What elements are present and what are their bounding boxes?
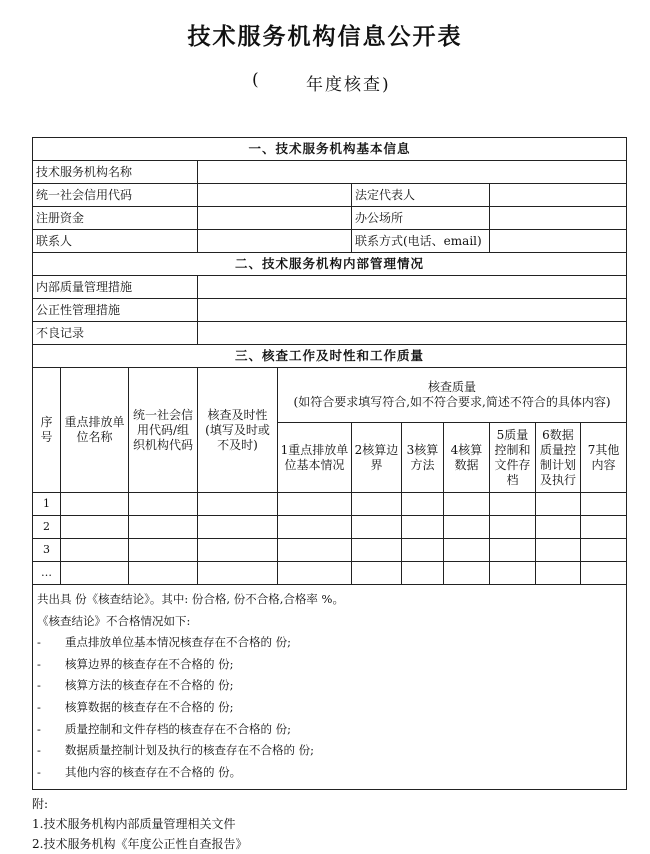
legal-rep-field[interactable] bbox=[490, 184, 627, 207]
summary-cell bbox=[33, 585, 627, 790]
cell[interactable] bbox=[402, 562, 444, 585]
quality-col-boundary: 2核算边界 bbox=[352, 423, 402, 493]
quality-col-qc-plan: 6数据质量控制计划及执行 bbox=[536, 423, 581, 493]
dash-mark: - bbox=[37, 656, 41, 671]
credit-code-field[interactable] bbox=[198, 184, 352, 207]
bad-records-field[interactable] bbox=[198, 322, 627, 345]
dash-mark: - bbox=[37, 635, 41, 650]
cell[interactable] bbox=[198, 562, 278, 585]
cell[interactable] bbox=[352, 562, 402, 585]
cell[interactable] bbox=[198, 516, 278, 539]
contact-label: 联系人 bbox=[33, 230, 198, 253]
cell[interactable] bbox=[352, 516, 402, 539]
capital-label: 注册资金 bbox=[33, 207, 198, 230]
summary-item-text: 其他内容的核查存在不合格的 份。 bbox=[65, 764, 242, 779]
summary-item bbox=[37, 719, 620, 741]
cell[interactable] bbox=[352, 539, 402, 562]
summary-line-total: 共出具 份《核查结论》。其中: 份合格, 份不合格,合格率 %。 bbox=[37, 592, 344, 606]
cell[interactable] bbox=[490, 516, 536, 539]
cell[interactable] bbox=[278, 539, 352, 562]
cell[interactable] bbox=[444, 562, 490, 585]
row-number: 1 bbox=[33, 493, 61, 516]
attachments-label: 附: bbox=[32, 797, 49, 811]
cell[interactable] bbox=[536, 493, 581, 516]
summary-item bbox=[37, 654, 620, 676]
dash-mark: - bbox=[37, 699, 41, 714]
bad-records-label: 不良记录 bbox=[33, 322, 198, 345]
row-number: … bbox=[33, 562, 61, 585]
cell[interactable] bbox=[444, 493, 490, 516]
quality-measures-field[interactable] bbox=[198, 276, 627, 299]
dash-mark: - bbox=[37, 743, 41, 758]
cell[interactable] bbox=[278, 493, 352, 516]
cell[interactable] bbox=[61, 493, 129, 516]
cell[interactable] bbox=[581, 539, 627, 562]
row-number: 3 bbox=[33, 539, 61, 562]
cell[interactable] bbox=[198, 493, 278, 516]
summary-line-intro: 《核查结论》不合格情况如下: bbox=[37, 613, 191, 628]
cell[interactable] bbox=[402, 516, 444, 539]
cell[interactable] bbox=[129, 562, 198, 585]
office-field[interactable] bbox=[490, 207, 627, 230]
cell[interactable] bbox=[129, 539, 198, 562]
dash-mark: - bbox=[37, 721, 41, 736]
summary-item-text: 核算边界的核查存在不合格的 份; bbox=[65, 656, 234, 671]
org-name-label: 技术服务机构名称 bbox=[33, 161, 198, 184]
quality-col-other: 7其他内容 bbox=[581, 423, 627, 493]
cell[interactable] bbox=[581, 516, 627, 539]
year-check-label: 年度核查) bbox=[306, 75, 391, 95]
cell[interactable] bbox=[444, 539, 490, 562]
cell[interactable] bbox=[61, 516, 129, 539]
table-row bbox=[33, 562, 627, 585]
contact-method-label: 联系方式(电话、email) bbox=[352, 230, 490, 253]
contact-method-field[interactable] bbox=[490, 230, 627, 253]
section3-header: 三、核查工作及时性和工作质量 bbox=[33, 345, 627, 368]
quality-col-basic-info: 1重点排放单位基本情况 bbox=[278, 423, 352, 493]
cell[interactable] bbox=[402, 493, 444, 516]
summary-item-text: 核算方法的核查存在不合格的 份; bbox=[65, 678, 234, 693]
summary-item bbox=[37, 740, 620, 762]
summary-item bbox=[37, 632, 620, 654]
summary-item-text: 数据质量控制计划及执行的核查存在不合格的 份; bbox=[65, 743, 315, 758]
impartiality-measures-field[interactable] bbox=[198, 299, 627, 322]
attachment-item: 1.技术服务机构内部质量管理相关文件 bbox=[32, 817, 236, 831]
table-row bbox=[33, 516, 627, 539]
cell[interactable] bbox=[536, 539, 581, 562]
summary-item-text: 重点排放单位基本情况核查存在不合格的 份; bbox=[65, 635, 292, 650]
page-title: 技术服务机构信息公开表 bbox=[187, 24, 463, 50]
cell[interactable] bbox=[402, 539, 444, 562]
cell[interactable] bbox=[581, 493, 627, 516]
cell[interactable] bbox=[444, 516, 490, 539]
cell[interactable] bbox=[278, 516, 352, 539]
office-label: 办公场所 bbox=[352, 207, 490, 230]
summary-item bbox=[37, 675, 620, 697]
quality-measures-label: 内部质量管理措施 bbox=[33, 276, 198, 299]
quality-col-method: 3核算方法 bbox=[402, 423, 444, 493]
col-seq: 序号 bbox=[33, 368, 61, 493]
attachment-item: 2.技术服务机构《年度公正性自查报告》 bbox=[32, 837, 248, 851]
cell[interactable] bbox=[536, 562, 581, 585]
cell[interactable] bbox=[536, 516, 581, 539]
cell[interactable] bbox=[490, 493, 536, 516]
cell[interactable] bbox=[129, 493, 198, 516]
year-paren-open: ( bbox=[252, 70, 261, 90]
section1-header: 一、技术服务机构基本信息 bbox=[33, 138, 627, 161]
dash-mark: - bbox=[37, 678, 41, 693]
col-unit-name: 重点排放单位名称 bbox=[61, 368, 129, 493]
quality-note: (如符合要求填写符合,如不符合要求,简述不符合的具体内容) bbox=[293, 395, 611, 409]
row-number: 2 bbox=[33, 516, 61, 539]
cell[interactable] bbox=[61, 539, 129, 562]
contact-field[interactable] bbox=[198, 230, 352, 253]
impartiality-measures-label: 公正性管理措施 bbox=[33, 299, 198, 322]
cell[interactable] bbox=[490, 562, 536, 585]
org-name-field[interactable] bbox=[198, 161, 627, 184]
summary-item bbox=[37, 762, 620, 784]
cell[interactable] bbox=[129, 516, 198, 539]
cell[interactable] bbox=[490, 539, 536, 562]
cell[interactable] bbox=[61, 562, 129, 585]
legal-rep-label: 法定代表人 bbox=[352, 184, 490, 207]
table-row bbox=[33, 539, 627, 562]
summary-item-text: 核算数据的核查存在不合格的 份; bbox=[65, 699, 234, 714]
attachments bbox=[32, 794, 247, 854]
credit-code-label: 统一社会信用代码 bbox=[33, 184, 198, 207]
cell[interactable] bbox=[278, 562, 352, 585]
col-timeliness: 核查及时性(填写及时或不及时) bbox=[198, 368, 278, 493]
section2-header: 二、技术服务机构内部管理情况 bbox=[33, 253, 627, 276]
cell[interactable] bbox=[198, 539, 278, 562]
col-credit-code: 统一社会信用代码/组织机构代码 bbox=[129, 368, 198, 493]
summary-item-text: 质量控制和文件存档的核查存在不合格的 份; bbox=[65, 721, 292, 736]
quality-col-qc-archive: 5质量控制和文件存档 bbox=[490, 423, 536, 493]
cell[interactable] bbox=[352, 493, 402, 516]
quality-header bbox=[278, 368, 627, 423]
dash-mark: - bbox=[37, 764, 41, 779]
table-row bbox=[33, 493, 627, 516]
info-disclosure-table bbox=[32, 137, 627, 790]
quality-col-data: 4核算数据 bbox=[444, 423, 490, 493]
cell[interactable] bbox=[581, 562, 627, 585]
capital-field[interactable] bbox=[198, 207, 352, 230]
summary-item bbox=[37, 697, 620, 719]
quality-title: 核查质量 bbox=[428, 380, 477, 394]
